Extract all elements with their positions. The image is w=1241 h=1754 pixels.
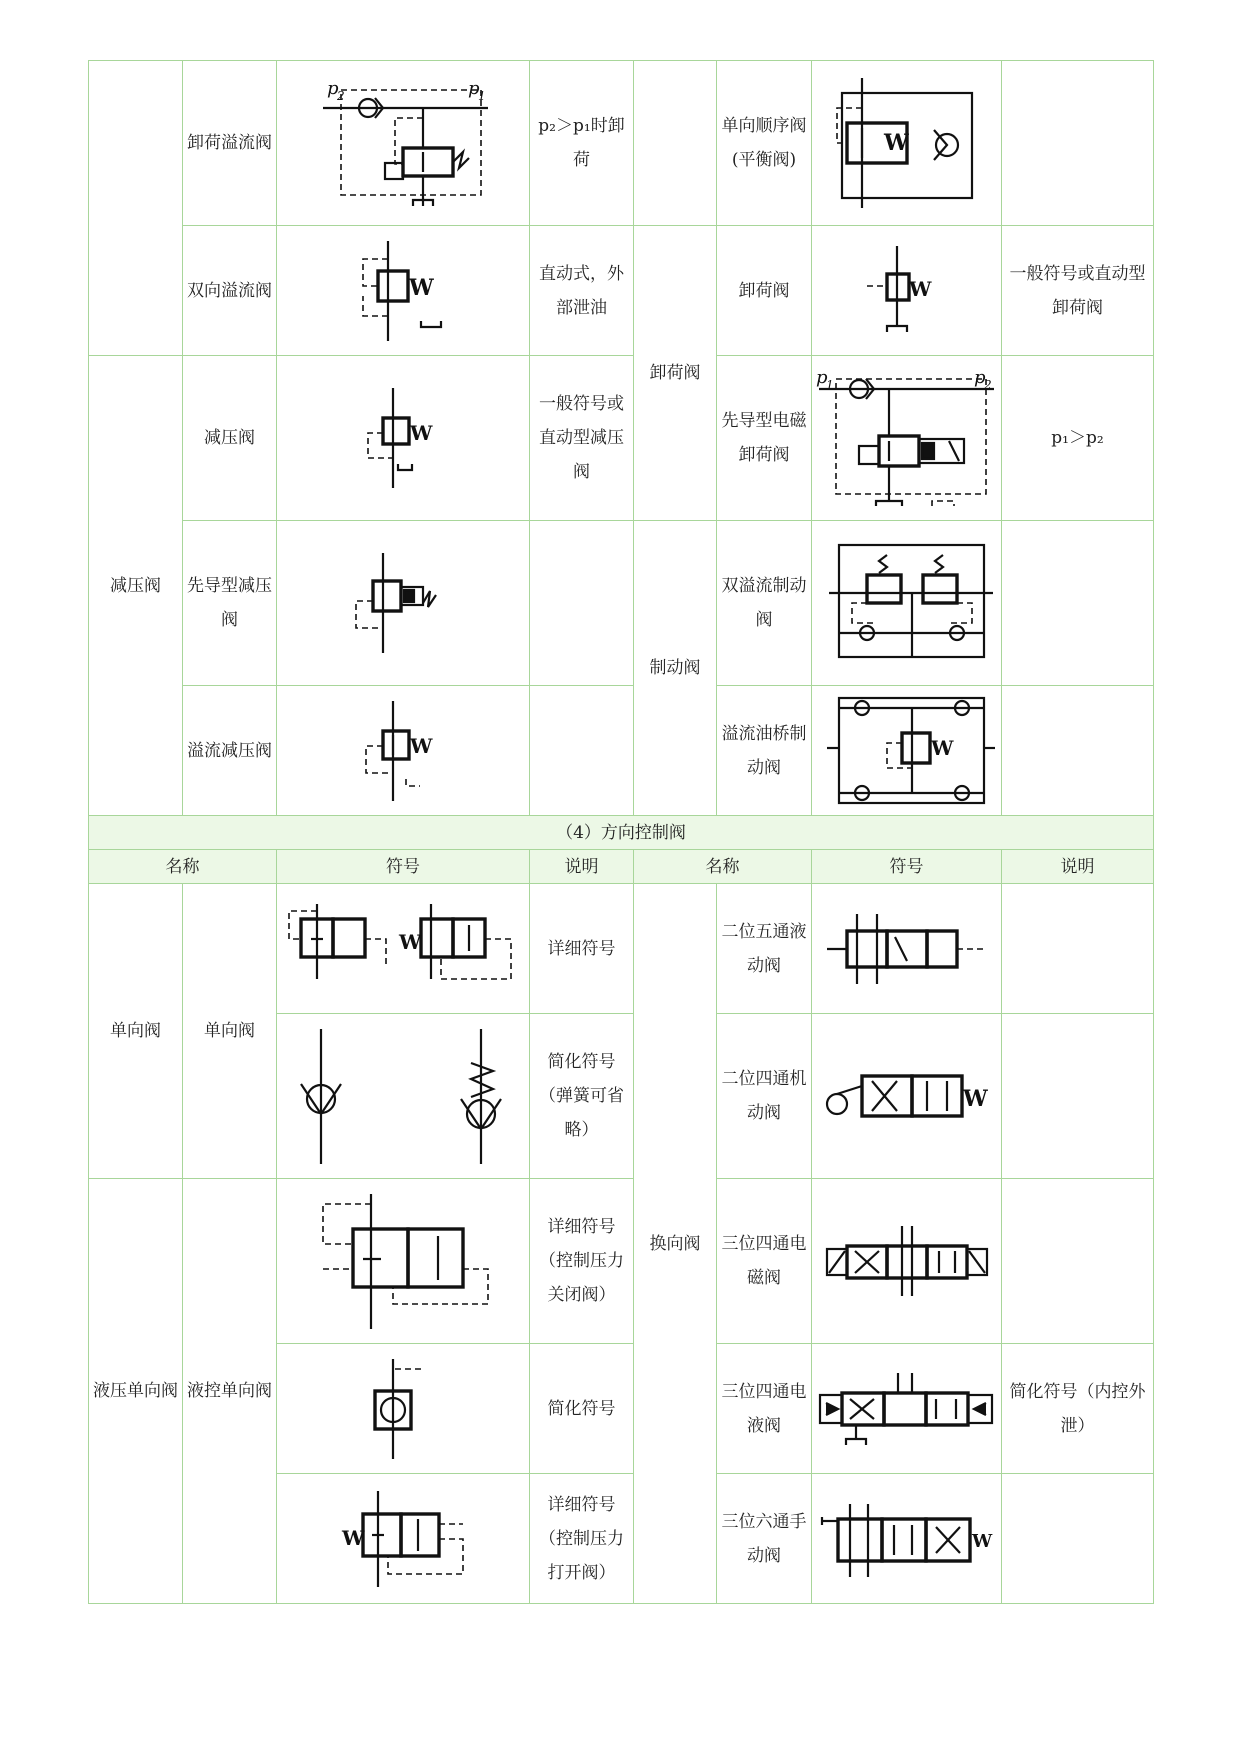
svg-text:W: W: [883, 130, 909, 156]
group-cell: 液压单向阀: [89, 1179, 183, 1604]
svg-text:W: W: [409, 274, 434, 301]
symbol-pilot-check-simplified: [277, 1344, 530, 1474]
svg-text:W: W: [342, 1525, 365, 1550]
section-title: （4）方向控制阀: [89, 816, 1154, 850]
valve-name: 三位四通电液阀: [717, 1344, 812, 1474]
group2-cell: 制动阀: [634, 521, 717, 816]
valve-name: 单向顺序阀(平衡阀): [717, 61, 812, 226]
valve-note: [1002, 686, 1154, 816]
header-name: 名称: [89, 850, 277, 884]
valve-note: p₂＞p₁时卸荷: [530, 61, 634, 226]
group-cell: [89, 61, 183, 356]
table-row: [89, 521, 1154, 686]
svg-text:p: p: [816, 366, 828, 388]
valve-note: 一般符号或直动型减压阀: [530, 356, 634, 521]
header-note: 说明: [530, 850, 634, 884]
svg-text:W: W: [410, 733, 433, 758]
symbol-pilot-reducing: [277, 521, 530, 686]
header-row: [89, 850, 1154, 884]
symbol-2p5w-hydraulic: [812, 884, 1002, 1014]
svg-text:p: p: [327, 78, 339, 99]
symbol-relief-reducing: [277, 686, 530, 816]
symbol-check-simplified: [277, 1014, 530, 1179]
valve-name: 二位五通液动阀: [717, 884, 812, 1014]
symbol-bidirectional-relief: [277, 226, 530, 356]
svg-text:W: W: [908, 276, 931, 301]
valve-note: [1002, 521, 1154, 686]
valve-note: [1002, 1014, 1154, 1179]
symbol-check-detailed: [277, 884, 530, 1014]
symbol-3p4w-solenoid: [812, 1179, 1002, 1344]
header-note2: 说明: [1002, 850, 1154, 884]
svg-text:W: W: [962, 1086, 988, 1112]
svg-text:1: 1: [826, 377, 834, 392]
valve-name: 双向溢流阀: [183, 226, 277, 356]
group-cell: 单向阀: [89, 884, 183, 1179]
valve-note: 简化符号（内控外泄）: [1002, 1344, 1154, 1474]
svg-text:2: 2: [984, 377, 992, 392]
valve-note: [1002, 884, 1154, 1014]
svg-text:2: 2: [337, 89, 345, 103]
symbol-3p4w-electro-hydraulic: [812, 1344, 1002, 1474]
svg-text:p: p: [468, 78, 480, 99]
valve-name: 溢流油桥制动阀: [717, 686, 812, 816]
valve-name: 溢流减压阀: [183, 686, 277, 816]
svg-text:W: W: [971, 1530, 992, 1552]
valve-note: 直动式，外部泄油: [530, 226, 634, 356]
svg-text:W: W: [410, 421, 433, 445]
valve-name: 双溢流制动阀: [717, 521, 812, 686]
header-symbol: 符号: [277, 850, 530, 884]
valve-name: 减压阀: [183, 356, 277, 521]
group-cell: 减压阀: [89, 356, 183, 816]
header-name2: 名称: [634, 850, 812, 884]
valve-note: [530, 686, 634, 816]
svg-text:1: 1: [478, 89, 486, 103]
group2-cell: 换向阀: [634, 884, 717, 1604]
table-row: [89, 356, 1154, 521]
valve-name: 液控单向阀: [183, 1179, 277, 1604]
svg-text:W: W: [398, 929, 421, 954]
valve-note: 简化符号（弹簧可省略）: [530, 1014, 634, 1179]
valve-name: 二位四通机动阀: [717, 1014, 812, 1179]
symbol-pilot-check-close: [277, 1179, 530, 1344]
symbol-double-relief-brake: [812, 521, 1002, 686]
valve-note: [1002, 61, 1154, 226]
table-row: [89, 226, 1154, 356]
valve-note: 详细符号: [530, 884, 634, 1014]
symbol-check-sequence-valve: [812, 61, 1002, 226]
table-row: [89, 884, 1154, 1014]
header-symbol2: 符号: [812, 850, 1002, 884]
hydraulic-symbol-table: [88, 60, 1154, 1604]
valve-note: [530, 521, 634, 686]
symbol-unloading-relief: [277, 61, 530, 226]
table-row: [89, 686, 1154, 816]
valve-note: [1002, 1179, 1154, 1344]
valve-name: 卸荷溢流阀: [183, 61, 277, 226]
symbol-pilot-solenoid-unloading: [812, 356, 1002, 521]
symbol-pressure-reducing: [277, 356, 530, 521]
table-row: [89, 61, 1154, 226]
group2-cell: [634, 61, 717, 226]
valve-note: p₁＞p₂: [1002, 356, 1154, 521]
svg-text:W: W: [930, 736, 953, 760]
valve-name: 三位四通电磁阀: [717, 1179, 812, 1344]
valve-note: 详细符号（控制压力打开阀）: [530, 1474, 634, 1604]
valve-note: [1002, 1474, 1154, 1604]
valve-name: 先导型减压阀: [183, 521, 277, 686]
table-row: [89, 1179, 1154, 1344]
section-band: [89, 816, 1154, 850]
valve-name: 单向阀: [183, 884, 277, 1179]
valve-name: 卸荷阀: [717, 226, 812, 356]
symbol-2p4w-mechanical: [812, 1014, 1002, 1179]
symbol-pilot-check-open: [277, 1474, 530, 1604]
symbol-3p6w-manual: [812, 1474, 1002, 1604]
valve-name: 三位六通手动阀: [717, 1474, 812, 1604]
valve-name: 先导型电磁卸荷阀: [717, 356, 812, 521]
symbol-unloading-valve: [812, 226, 1002, 356]
valve-note: 简化符号: [530, 1344, 634, 1474]
group2-cell: 卸荷阀: [634, 226, 717, 521]
symbol-relief-bridge-brake: [812, 686, 1002, 816]
valve-note: 一般符号或直动型卸荷阀: [1002, 226, 1154, 356]
svg-text:p: p: [974, 366, 986, 388]
valve-note: 详细符号（控制压力关闭阀）: [530, 1179, 634, 1344]
